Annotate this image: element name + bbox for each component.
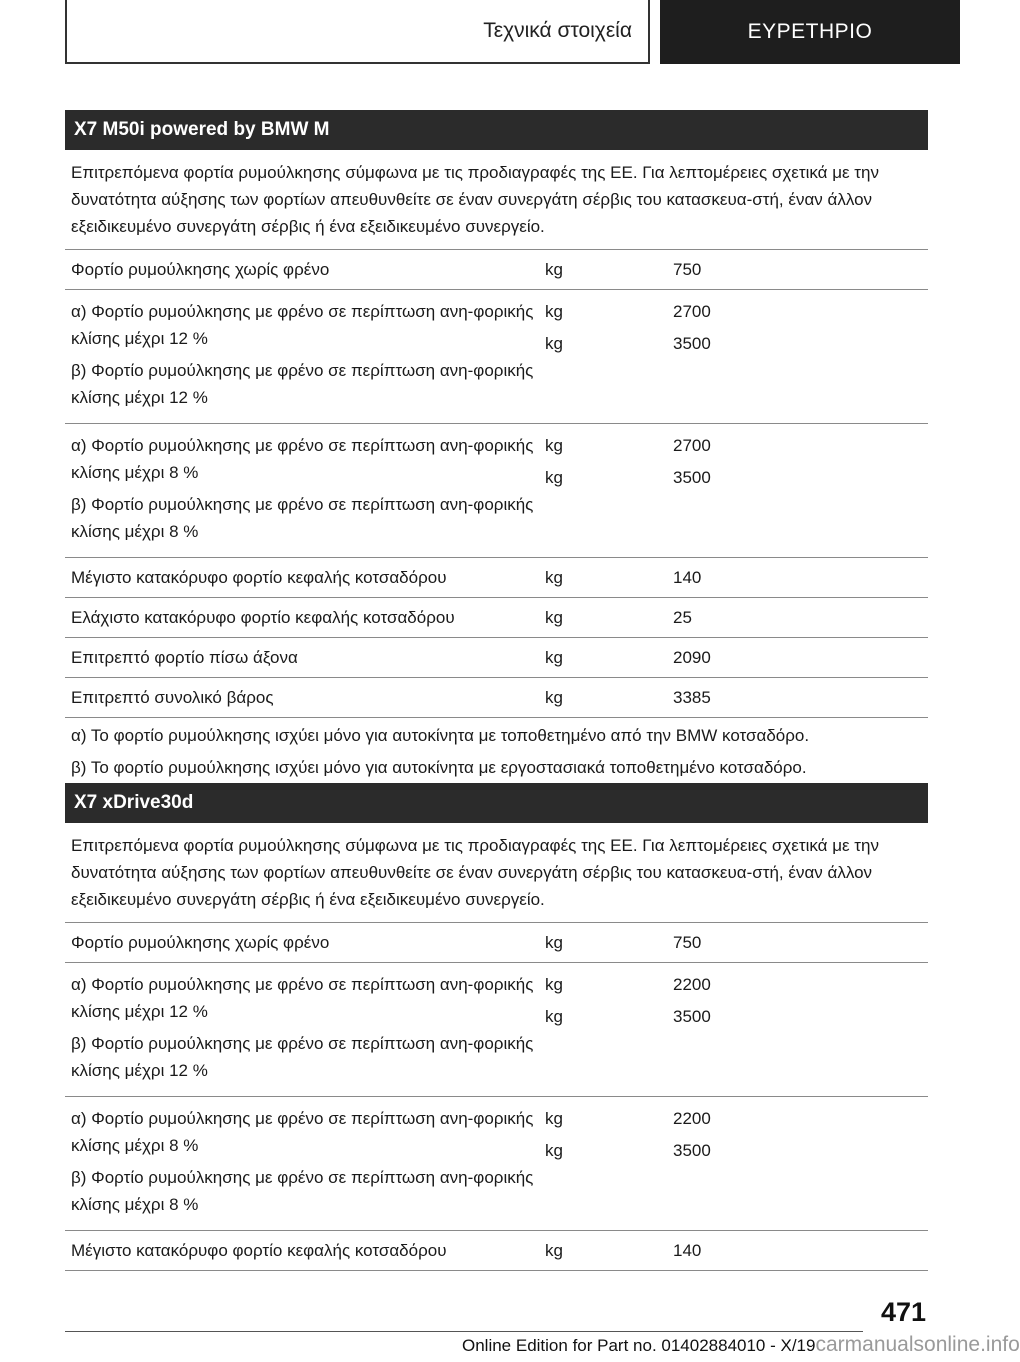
row-value: 2090 bbox=[673, 648, 711, 667]
row-value-a: 2200 bbox=[673, 975, 711, 994]
table-row bbox=[65, 424, 928, 558]
row-label-a: α) Φορτίο ρυμούλκησης με φρένο σε περίπτωση ανη-φορικής κλίσης μέχρι 12 % bbox=[71, 975, 534, 1021]
row-unit: kg bbox=[545, 933, 563, 952]
page-number: 471 bbox=[880, 1297, 926, 1327]
row-value: 25 bbox=[673, 608, 692, 627]
footnote-a: α) Το φορτίο ρυμούλκησης ισχύει μόνο για αυτοκίνητα με τοποθετημένο από την BMW κοτσαδόρο. bbox=[71, 726, 810, 745]
row-label: Επιτρεπτό φορτίο πίσω άξονα bbox=[71, 648, 298, 667]
table-row bbox=[65, 558, 928, 598]
footnotes bbox=[65, 718, 928, 790]
row-label: Φορτίο ρυμούλκησης χωρίς φρένο bbox=[71, 933, 330, 952]
row-label-a: α) Φορτίο ρυμούλκησης με φρένο σε περίπτωση ανη-φορικής κλίσης μέχρι 12 % bbox=[71, 302, 534, 348]
table-row bbox=[65, 1097, 928, 1231]
row-value-a: 2700 bbox=[673, 436, 711, 455]
row-unit: kg bbox=[545, 688, 563, 707]
row-value: 750 bbox=[673, 933, 702, 952]
row-value-b: 3500 bbox=[673, 1141, 711, 1160]
row-unit: kg bbox=[545, 648, 563, 667]
tab-technical-data[interactable]: Τεχνικά στοιχεία bbox=[65, 0, 650, 64]
watermark-text[interactable]: carmanualsonline.info bbox=[815, 1333, 1020, 1356]
row-unit: kg bbox=[545, 1241, 563, 1260]
row-value-b: 3500 bbox=[673, 1007, 711, 1026]
row-value: 140 bbox=[673, 568, 702, 587]
row-value: 750 bbox=[673, 260, 702, 279]
row-label: Επιτρεπτό συνολικό βάρος bbox=[71, 688, 274, 707]
row-unit: kg bbox=[545, 568, 563, 587]
table-row bbox=[65, 638, 928, 678]
section-title: X7 M50i powered by BMW M bbox=[65, 110, 928, 150]
section-x7-m50i bbox=[65, 110, 928, 790]
row-label: Φορτίο ρυμούλκησης χωρίς φρένο bbox=[71, 260, 330, 279]
row-value-a: 2200 bbox=[673, 1109, 711, 1128]
table-row bbox=[65, 290, 928, 424]
row-unit-a: kg bbox=[545, 302, 563, 321]
row-unit: kg bbox=[545, 608, 563, 627]
row-value: 3385 bbox=[673, 688, 711, 707]
footer-divider bbox=[65, 1331, 863, 1332]
row-value: 140 bbox=[673, 1241, 702, 1260]
row-unit-b: kg bbox=[545, 1007, 563, 1026]
section-title: X7 xDrive30d bbox=[65, 783, 928, 823]
row-unit-b: kg bbox=[545, 1141, 563, 1160]
table-row bbox=[65, 923, 928, 963]
row-value-b: 3500 bbox=[673, 468, 711, 487]
row-unit-a: kg bbox=[545, 975, 563, 994]
table-row bbox=[65, 678, 928, 718]
row-label-b: β) Φορτίο ρυμούλκησης με φρένο σε περίπτωση ανη-φορικής κλίσης μέχρι 12 % bbox=[71, 1034, 534, 1080]
edition-text: Online Edition for Part no. 01402884010 - X/19 bbox=[462, 1336, 816, 1355]
row-unit-b: kg bbox=[545, 468, 563, 487]
row-unit: kg bbox=[545, 260, 563, 279]
row-unit-a: kg bbox=[545, 1109, 563, 1128]
tab-index[interactable]: ΕΥΡΕΤΗΡΙΟ bbox=[660, 0, 960, 64]
row-label: Μέγιστο κατακόρυφο φορτίο κεφαλής κοτσαδόρου bbox=[71, 1241, 447, 1260]
row-label-b: β) Φορτίο ρυμούλκησης με φρένο σε περίπτωση ανη-φορικής κλίσης μέχρι 8 % bbox=[71, 1168, 534, 1214]
row-label-b: β) Φορτίο ρυμούλκησης με φρένο σε περίπτωση ανη-φορικής κλίσης μέχρι 12 % bbox=[71, 361, 534, 407]
row-value-a: 2700 bbox=[673, 302, 711, 321]
row-unit-a: kg bbox=[545, 436, 563, 455]
section-intro: Επιτρεπόμενα φορτία ρυμούλκησης σύμφωνα με τις προδιαγραφές της ΕΕ. Για λεπτομέρειες σχετικά με την δυνατότητα αύξησης των φορτίων απευθυνθείτε σε έναν συνεργάτη σέρβις του κατασκευα-στή, έναν άλλον εξειδικευμένο συνεργάτη σέρβις ή ένα εξειδικευμένο συνεργείο. bbox=[65, 823, 928, 923]
section-intro: Επιτρεπόμενα φορτία ρυμούλκησης σύμφωνα με τις προδιαγραφές της ΕΕ. Για λεπτομέρειες σχετικά με την δυνατότητα αύξησης των φορτίων απευθυνθείτε σε έναν συνεργάτη σέρβις του κατασκευα-στή, έναν άλλον εξειδικευμένο συνεργάτη σέρβις ή ένα εξειδικευμένο συνεργείο. bbox=[65, 150, 928, 250]
table-row bbox=[65, 963, 928, 1097]
footnote-b: β) Το φορτίο ρυμούλκησης ισχύει μόνο για αυτοκίνητα με εργοστασιακά τοποθετημένο κοτσαδόρο. bbox=[71, 758, 807, 777]
row-label-b: β) Φορτίο ρυμούλκησης με φρένο σε περίπτωση ανη-φορικής κλίσης μέχρι 8 % bbox=[71, 495, 534, 541]
section-x7-xdrive30d bbox=[65, 783, 928, 1271]
table-row bbox=[65, 598, 928, 638]
footer bbox=[462, 1333, 1020, 1357]
row-unit-b: kg bbox=[545, 334, 563, 353]
row-value-b: 3500 bbox=[673, 334, 711, 353]
row-label: Μέγιστο κατακόρυφο φορτίο κεφαλής κοτσαδόρου bbox=[71, 568, 447, 587]
table-row bbox=[65, 250, 928, 290]
row-label: Ελάχιστο κατακόρυφο φορτίο κεφαλής κοτσαδόρου bbox=[71, 608, 455, 627]
table-row bbox=[65, 1231, 928, 1271]
row-label-a: α) Φορτίο ρυμούλκησης με φρένο σε περίπτωση ανη-φορικής κλίσης μέχρι 8 % bbox=[71, 1109, 534, 1155]
page-header bbox=[65, 0, 960, 64]
row-label-a: α) Φορτίο ρυμούλκησης με φρένο σε περίπτωση ανη-φορικής κλίσης μέχρι 8 % bbox=[71, 436, 534, 482]
